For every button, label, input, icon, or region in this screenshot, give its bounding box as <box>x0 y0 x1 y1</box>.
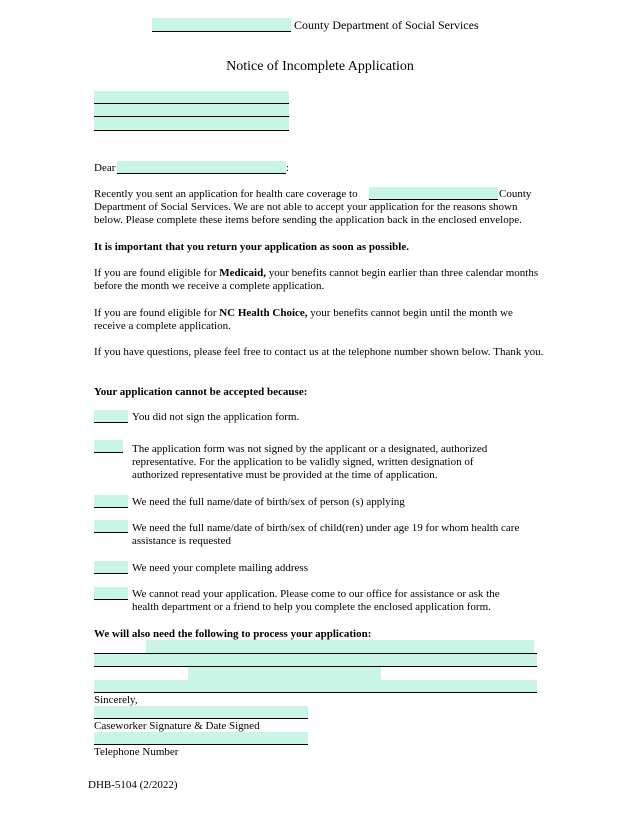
medicaid-bold: Medicaid, <box>219 267 266 279</box>
intro-text-1: Recently you sent an application for health care coverage to <box>94 188 358 200</box>
address-line-3-field[interactable] <box>94 117 289 131</box>
intro-text-3: Department of Social Services. We are not able to accept your application for the reasons shown below. Please complete these items before sending the application back in the enclosed envelope. <box>94 201 522 226</box>
county-name-field[interactable] <box>152 18 291 32</box>
additional-needs-field-3[interactable] <box>188 667 381 680</box>
additional-needs-field-4[interactable] <box>94 680 537 693</box>
nchc-paragraph <box>94 307 539 333</box>
reason-unsigned: You did not sign the application form. <box>132 411 300 423</box>
reason-address: We need your complete mailing address <box>132 562 308 574</box>
sincerely-label: Sincerely, <box>94 694 138 706</box>
reasons-heading: Your application cannot be accepted because: <box>94 386 308 398</box>
nchc-post: your benefits cannot begin until the month we receive a complete application. <box>94 307 513 332</box>
additional-needs-field-2[interactable] <box>94 654 537 667</box>
caseworker-signature-label: Caseworker Signature & Date Signed <box>94 720 260 732</box>
reason-checkbox-child-info[interactable] <box>94 520 128 533</box>
recipient-name-field[interactable] <box>117 161 286 174</box>
page-title: Notice of Incomplete Application <box>226 59 414 74</box>
intro-text-2: County <box>499 188 532 200</box>
reason-checkbox-not-authorized[interactable] <box>94 440 123 453</box>
dear-label: Dear <box>94 162 116 174</box>
intro-county-field[interactable] <box>369 187 498 200</box>
dear-colon: : <box>286 162 290 174</box>
address-line-2-field[interactable] <box>94 104 289 117</box>
reason-person-info: We need the full name/date of birth/sex of person (s) applying <box>132 496 405 508</box>
reason-not-authorized: The application form was not signed by the applicant or a designated, authorized representative. For the application to be validly signed, written designation of authorized representative must be provided at the time of application. <box>132 443 488 481</box>
caseworker-signature-field[interactable] <box>94 706 308 719</box>
medicaid-pre: If you are found eligible for <box>94 267 220 279</box>
reason-unreadable: We cannot read your application. Please come to our office for assistance or ask the health department or a friend to help you complete the enclosed application form. <box>132 588 500 613</box>
address-line-1-field[interactable] <box>94 91 289 104</box>
nchc-bold: NC Health Choice, <box>219 307 308 319</box>
medicaid-paragraph <box>94 267 544 293</box>
telephone-number-label: Telephone Number <box>94 746 179 758</box>
medicaid-post: your benefits cannot begin earlier than three calendar months before the month we receive a complete application. <box>94 267 539 292</box>
also-need-heading: We will also need the following to process your application: <box>94 628 372 640</box>
nchc-pre: If you are found eligible for <box>94 307 220 319</box>
reason-child-info: We need the full name/date of birth/sex of child(ren) under age 19 for whom health care assistance is requested <box>132 522 520 547</box>
reason-checkbox-unsigned[interactable] <box>94 410 128 423</box>
reason-checkbox-unreadable[interactable] <box>94 587 128 600</box>
telephone-number-field[interactable] <box>94 732 308 745</box>
form-number: DHB-5104 (2/2022) <box>88 779 178 791</box>
questions-paragraph: If you have questions, please feel free to contact us at the telephone number shown below. Thank you. <box>94 346 544 358</box>
additional-needs-field-1[interactable] <box>146 640 534 653</box>
reason-checkbox-address[interactable] <box>94 561 128 574</box>
important-notice: It is important that you return your application as soon as possible. <box>94 241 409 253</box>
reason-checkbox-person-info[interactable] <box>94 495 128 508</box>
county-department-label: County Department of Social Services <box>294 18 479 32</box>
